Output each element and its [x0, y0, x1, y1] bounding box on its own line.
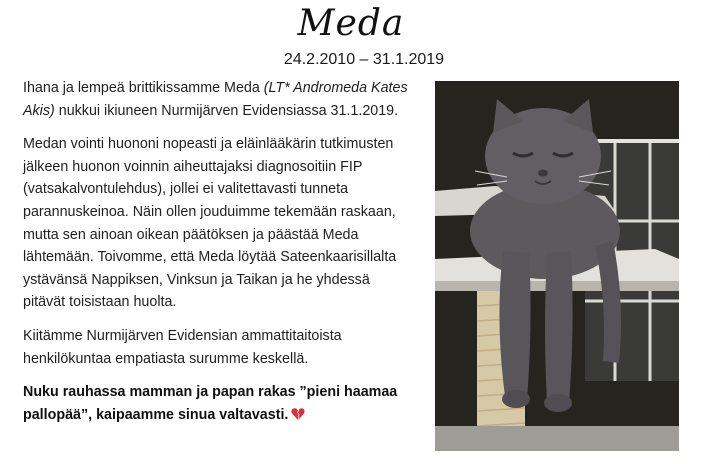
cat-photo: [435, 81, 679, 451]
intro-paragraph: [23, 77, 415, 122]
life-dates: 24.2.2010 – 31.1.2019: [283, 51, 445, 68]
broken-heart-icon: [291, 406, 305, 420]
memorial-title: Meda: [297, 3, 405, 44]
thanks-paragraph: Kiitämme Nurmijärven Evidensian ammattitaitoista henkilökuntaa empatiasta surumme keskellä.: [23, 327, 342, 367]
farewell-text: Nuku rauhassa mamman ja papan rakas ”pieni haamaa pallopää”, kaipaamme sinua valtavasti.: [23, 384, 398, 423]
intro-start: Ihana ja lempeä brittikissamme Meda: [23, 80, 264, 96]
farewell-paragraph: [23, 381, 415, 426]
pedigree-name: (LT* Andromeda Kates Akis): [23, 80, 408, 119]
memorial-text: [23, 77, 415, 437]
intro-end: nukkui ikiuneen Nurmijärven Evidensiassa 31.1.2019.: [54, 102, 399, 119]
story-paragraph: Medan vointi huononi nopeasti ja eläinlääkärin tutkimusten jälkeen huonon voinnin aiheuttajaksi diagnosoitiin FIP (vatsakalvontulehdus), jollei ei valitettavasti tunneta parannuskeinoa. Näin ollen jouduimme tekemään raskaan, mutta sen ainoan oikean päätöksen ja päästää Meda lähtemään. Toivomme, että Meda löytää Sateenkaarisillalta ystävänsä Nappiksen, Vinksun ja Taikan ja he yhdessä pitävät toisistaan huolta.: [23, 136, 397, 311]
